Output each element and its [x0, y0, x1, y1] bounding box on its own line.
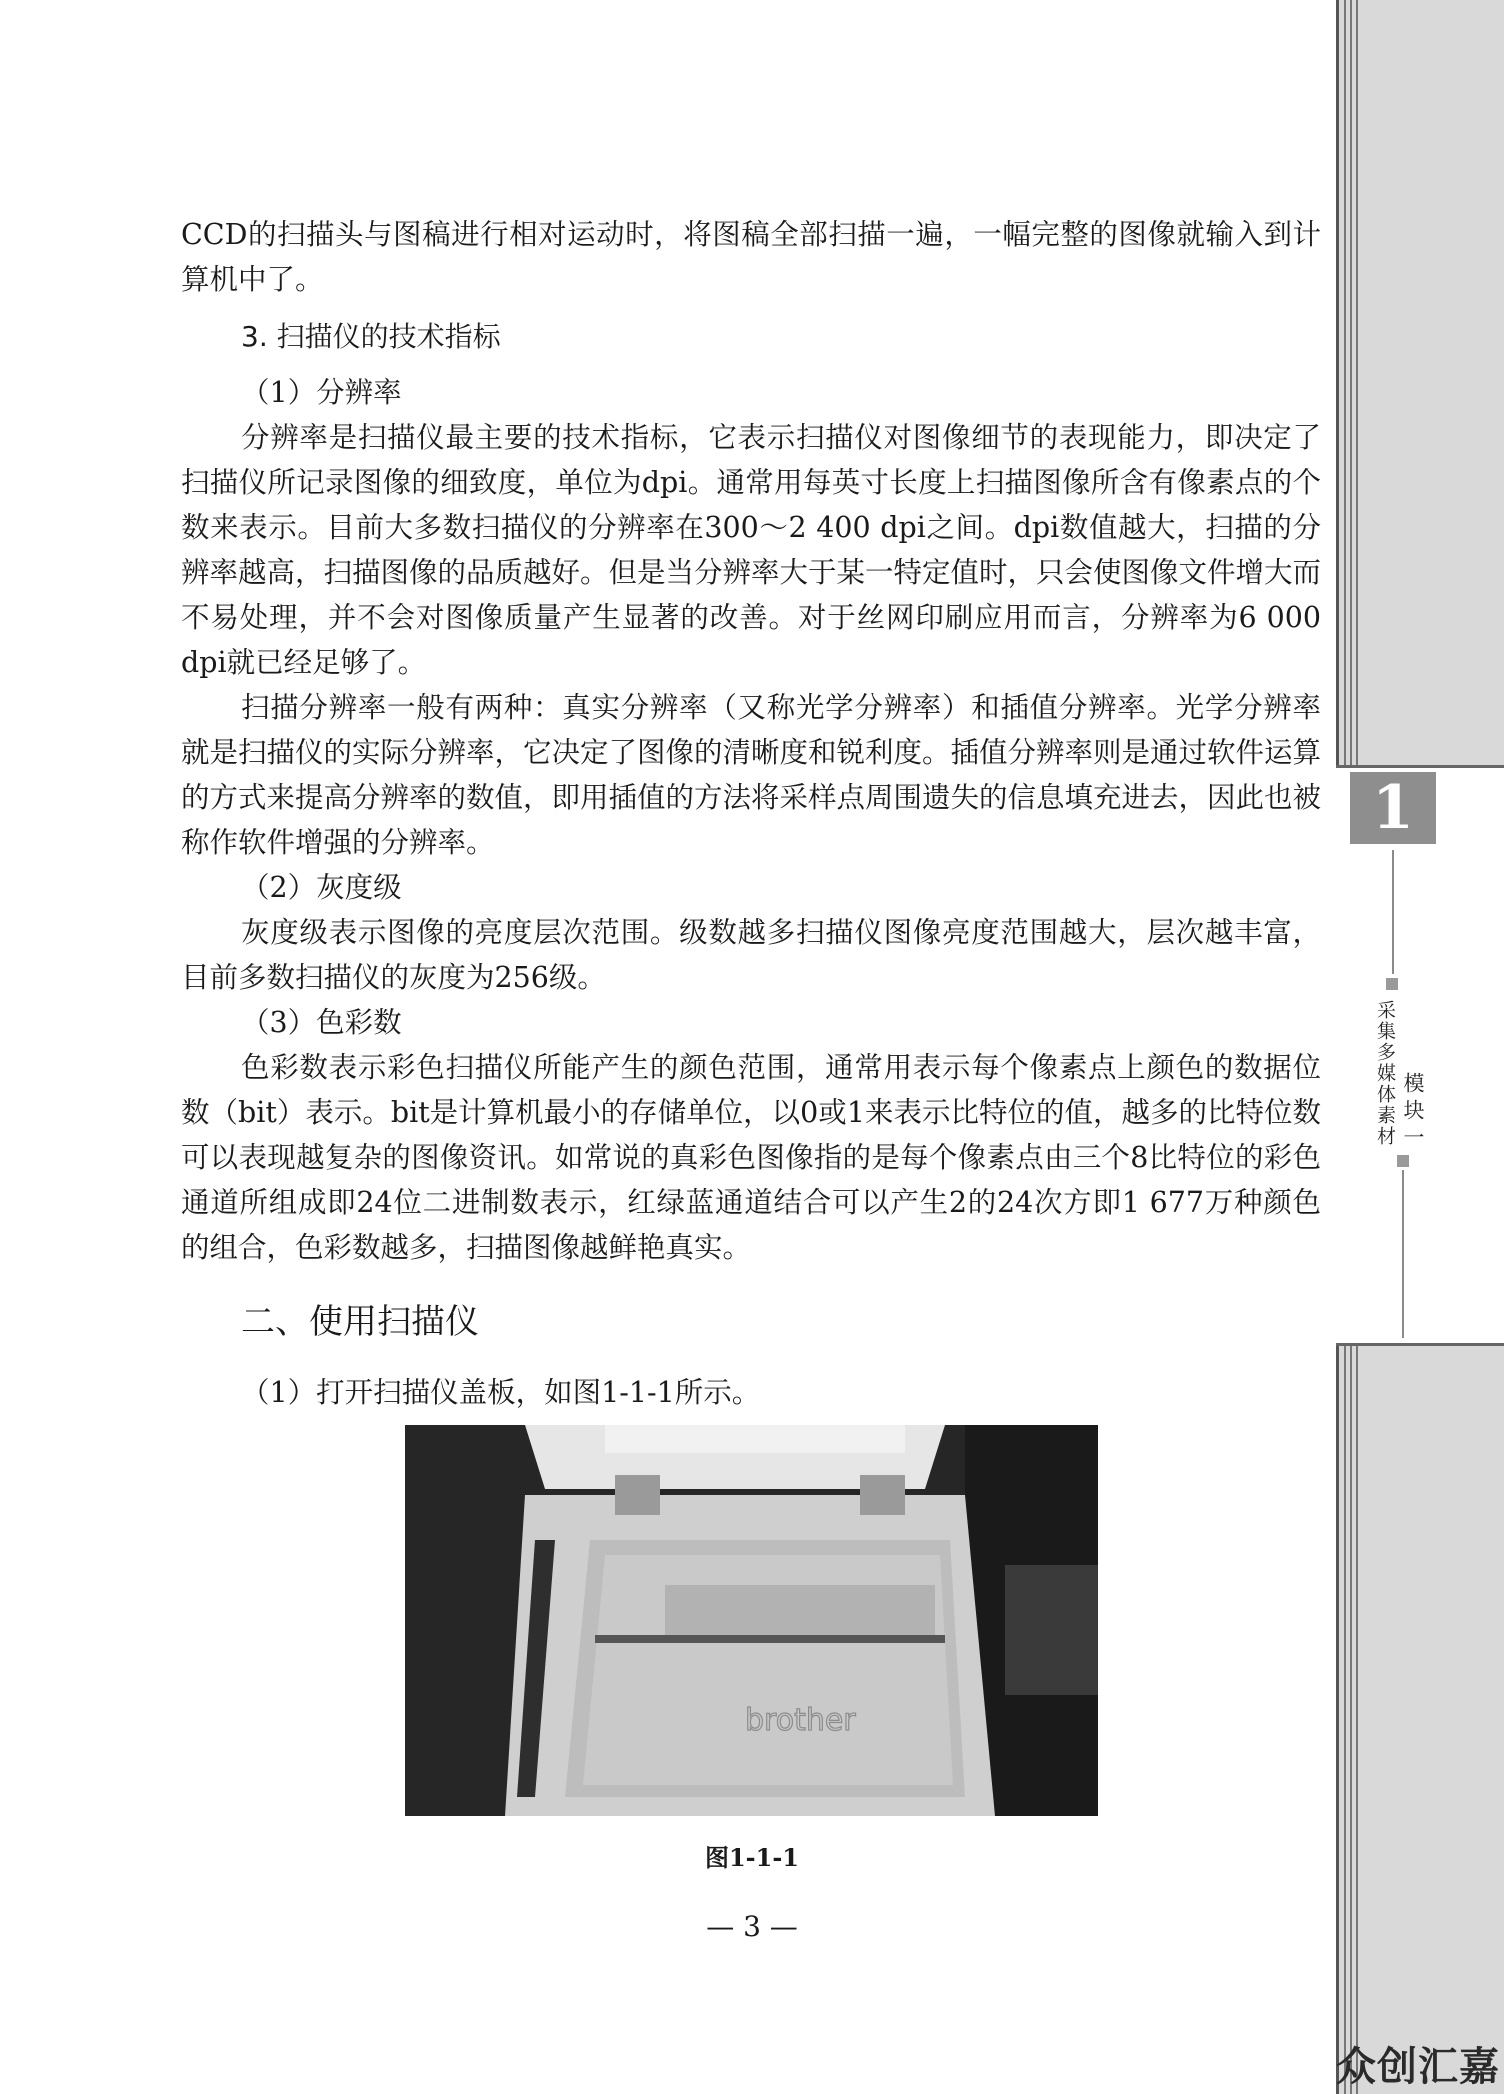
side-marker-square-2: [1397, 1155, 1409, 1167]
subheading-tech-specs: 3. 扫描仪的技术指标: [241, 320, 501, 353]
brand-embossing: brother: [745, 1703, 856, 1738]
side-title-vertical: 采集多媒体素材: [1374, 1000, 1396, 1147]
side-rule-2: [1402, 1170, 1404, 1338]
paragraph-resolution: 分辨率是扫描仪最主要的技术指标，它表示扫描仪对图像细节的表现能力，即决定了扫描仪所记录图像的细致度，单位为dpi。通常用每英寸长度上扫描图像所含有像素点的个数来表示。目前大多数扫描仪的分辨率在300～2 400 dpi之间。dpi数值越大，扫描的分辨率越高，扫描图像的品质越好。但是当分辨率大于某一特定值时，只会使图像文件增大而不易处理，并不会对图像质量产生显著的改善。对于丝网印刷应用而言，分辨率为6 000 dpi就已经足够了。: [181, 421, 1322, 679]
step-open-lid: （1）打开扫描仪盖板，如图1-1-1所示。: [241, 1376, 761, 1409]
side-marker-square-1: [1386, 978, 1398, 990]
paragraph-color-depth: 色彩数表示彩色扫描仪所能产生的颜色范围，通常用表示每个像素点上颜色的数据位数（bit）表示。bit是计算机最小的存储单位，以0或1来表示比特位的值，越多的比特位数可以表现越复杂的图像资讯。如常说的真彩色图像指的是每个像素点由三个8比特位的彩色通道所组成即24位二进制数表示，红绿蓝通道结合可以产生2的24次方即1 677万种颜色的组合，色彩数越多，扫描图像越鲜艳真实。: [181, 1051, 1321, 1264]
item-label-color-depth: （3）色彩数: [241, 1006, 402, 1039]
scanner-photo: [405, 1425, 1098, 1816]
item-label-resolution: （1）分辨率: [241, 376, 402, 409]
item-label-grayscale: （2）灰度级: [241, 871, 402, 904]
side-module-vertical: 模块一: [1401, 1072, 1425, 1153]
paragraph-ccd: CCD的扫描头与图稿进行相对运动时，将图稿全部扫描一遍，一幅完整的图像就输入到计算机中了。: [181, 218, 1321, 296]
module-number-tab: 1: [1350, 772, 1436, 844]
figure-caption: 图1-1-1: [704, 1843, 800, 1872]
watermark-logo: 众创汇嘉: [1336, 2044, 1500, 2090]
page-number: — 3 —: [706, 1910, 798, 1943]
paragraph-grayscale: 灰度级表示图像的亮度层次范围。级数越多扫描仪图像亮度范围越大，层次越丰富，目前多数扫描仪的灰度为256级。: [181, 916, 1321, 994]
side-rule-1: [1392, 850, 1394, 974]
paragraph-resolution-types: 扫描分辨率一般有两种：真实分辨率（又称光学分辨率）和插值分辨率。光学分辨率就是扫描仪的实际分辨率，它决定了图像的清晰度和锐利度。插值分辨率则是通过软件运算的方式来提高分辨率的数值，即用插值的方法将采样点周围遗失的信息填充进去，因此也被称作软件增强的分辨率。: [181, 691, 1322, 859]
section-heading-use-scanner: 二、使用扫描仪: [241, 1302, 479, 1342]
page-body: [181, 212, 1321, 1415]
side-module-panel: [1336, 765, 1504, 1346]
